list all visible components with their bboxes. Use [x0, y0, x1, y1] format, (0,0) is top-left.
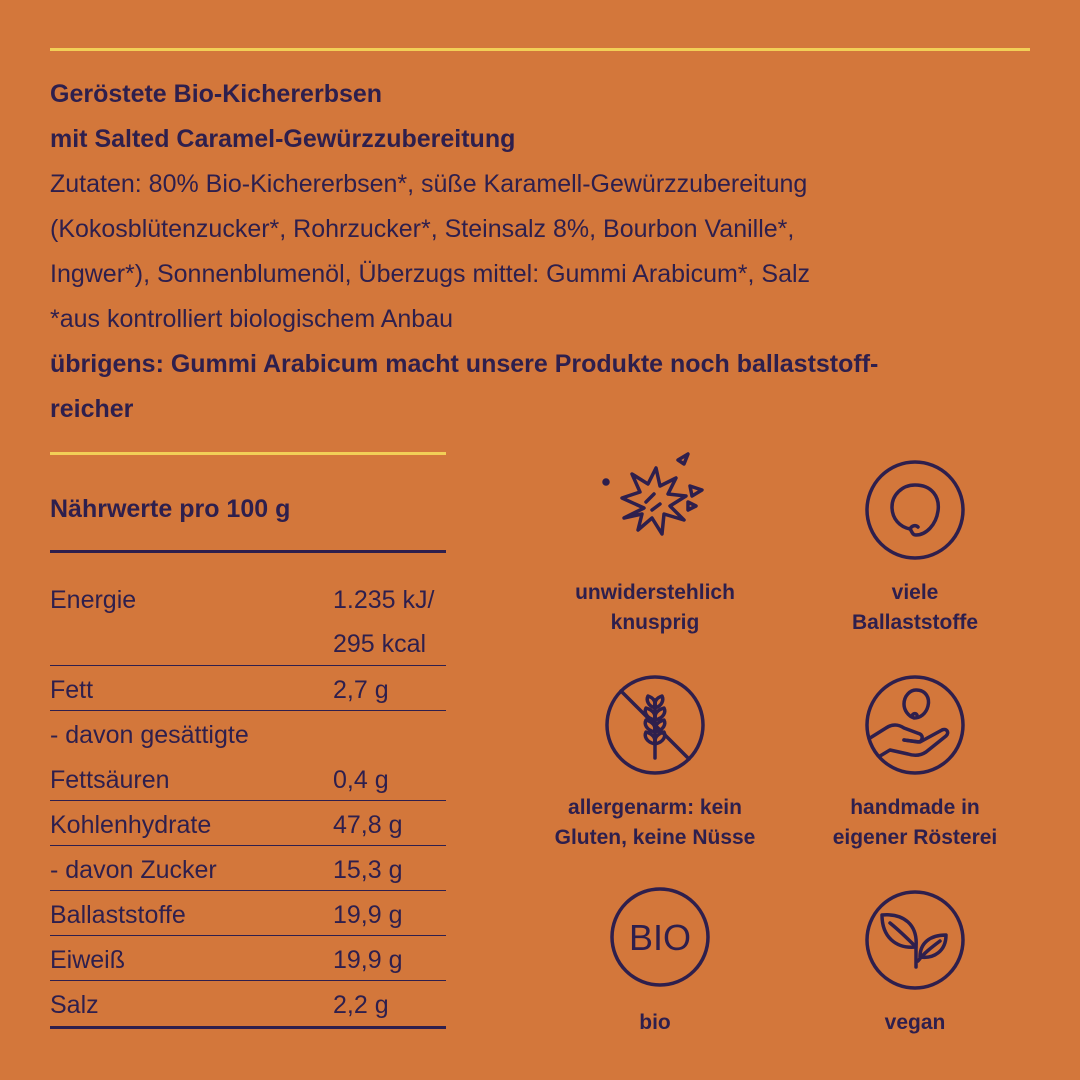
table-row-divider	[50, 980, 446, 981]
feature-caption: viele Ballaststoffe	[851, 581, 979, 634]
feature-caption: unwiderstehlich knusprig	[575, 581, 735, 634]
table-row-divider	[50, 710, 446, 711]
table-row-divider	[50, 800, 446, 801]
table-row-divider	[50, 935, 446, 936]
table-row-divider	[50, 890, 446, 891]
no-gluten-icon	[600, 670, 710, 780]
ingredients-line: Zutaten: 80% Bio-Kichererbsen*, süße Karamell-Gewürzzubereitung	[50, 170, 808, 198]
nutrition-value: 295 kcal	[333, 630, 427, 658]
nutrition-label: - davon Zucker	[50, 856, 217, 884]
organic-footnote: *aus kontrolliert biologischem Anbau	[50, 305, 454, 333]
ingredients-line: (Kokosblütenzucker*, Rohrzucker*, Steinsalz 8%, Bourbon Vanille*,	[50, 215, 795, 243]
vegan-leaf-icon	[860, 885, 970, 995]
nutrition-table-bottom-rule	[50, 1026, 446, 1029]
nutrition-label: Fett	[50, 676, 94, 704]
nutrition-label: Salz	[50, 991, 99, 1019]
nutrition-value: 47,8 g	[333, 811, 403, 839]
nutrition-label: Ballaststoffe	[50, 901, 186, 929]
bio-seal-text: BIO	[628, 917, 692, 958]
nutrition-table-top-rule	[50, 550, 446, 553]
fiber-note: übrigens: Gummi Arabicum macht unsere Produkte noch ballaststoff-	[50, 350, 879, 378]
nutrition-heading: Nährwerte pro 100 g	[50, 495, 291, 523]
nutrition-value: 2,2 g	[333, 991, 389, 1019]
nutrition-value: 19,9 g	[333, 901, 403, 929]
nutrition-divider	[50, 452, 446, 455]
crunch-burst-icon	[600, 450, 710, 560]
fiber-note: reicher	[50, 395, 134, 423]
feature-caption: bio	[639, 1011, 671, 1034]
product-subtitle: mit Salted Caramel-Gewürzzubereitung	[50, 125, 516, 153]
feature-caption: handmade in eigener Rösterei	[832, 796, 998, 849]
feature-caption: allergenarm: kein Gluten, keine Nüsse	[554, 796, 756, 849]
nutrition-value: 19,9 g	[333, 946, 403, 974]
table-row-divider	[50, 845, 446, 846]
table-row-divider	[50, 665, 446, 666]
top-divider	[50, 48, 1030, 51]
feature-caption: vegan	[884, 1011, 946, 1034]
nutrition-value: 0,4 g	[333, 766, 389, 794]
chickpea-circle-icon	[860, 455, 970, 565]
nutrition-label: Fettsäuren	[50, 766, 170, 794]
bio-seal-icon	[605, 882, 715, 992]
nutrition-label: Energie	[50, 586, 137, 614]
nutrition-value: 1.235 kJ/	[333, 586, 435, 614]
product-title: Geröstete Bio-Kichererbsen	[50, 80, 383, 108]
nutrition-value: 2,7 g	[333, 676, 389, 704]
ingredients-line: Ingwer*), Sonnenblumenöl, Überzugs mittel: Gummi Arabicum*, Salz	[50, 260, 811, 288]
nutrition-value: 15,3 g	[333, 856, 403, 884]
nutrition-label: - davon gesättigte	[50, 721, 249, 749]
nutrition-label: Kohlenhydrate	[50, 811, 212, 839]
nutrition-label: Eiweiß	[50, 946, 126, 974]
hand-chickpea-icon	[860, 670, 970, 780]
